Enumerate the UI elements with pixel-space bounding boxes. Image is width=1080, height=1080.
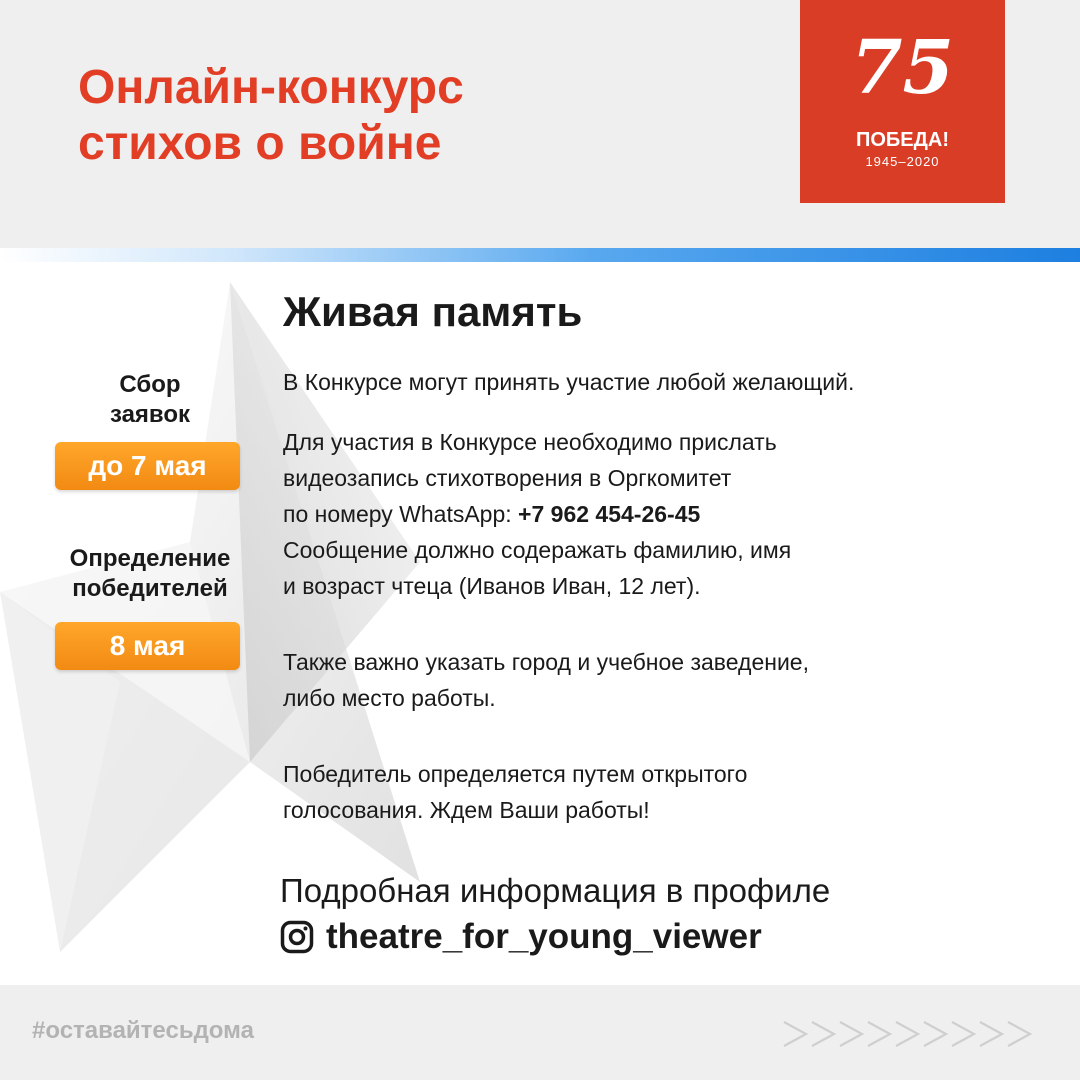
instagram-handle-row[interactable] xyxy=(280,914,762,960)
contest-title: Онлайн-конкурс стихов о войне xyxy=(78,61,464,170)
city-line-2: либо место работы. xyxy=(283,685,496,711)
winners-date-badge: 8 мая xyxy=(55,622,240,670)
how-to-line-4: Сообщение должно содеражать фамилию, имя xyxy=(283,537,792,563)
paragraph-city xyxy=(283,644,1043,716)
header-panel xyxy=(0,0,1080,248)
blue-divider-stripe xyxy=(0,248,1080,262)
hashtag-text: #оставайтесьдома xyxy=(32,1017,254,1044)
how-to-line-5: и возраст чтеца (Иванов Иван, 12 лет). xyxy=(283,573,701,599)
paragraph-winner xyxy=(283,756,1043,828)
collect-label-line1: Сбор xyxy=(119,371,181,398)
instagram-icon xyxy=(280,920,314,954)
instagram-handle[interactable]: theatre_for_young_viewer xyxy=(326,917,762,956)
collect-label-line2: заявок xyxy=(109,401,191,428)
logo-word: ПОБЕДА! xyxy=(856,129,949,151)
victory-75-logo xyxy=(800,0,1005,203)
how-to-phone-prefix: по номеру WhatsApp: xyxy=(283,501,519,527)
footer-bar xyxy=(0,985,1080,1080)
how-to-line-2: видеозапись стихотворения в Оргкомитет xyxy=(283,465,732,491)
winner-line-2: голосования. Ждем Ваши работы! xyxy=(283,797,650,823)
winners-label-line1: Определение xyxy=(69,545,231,572)
winner-line-1: Победитель определяется путем открытого xyxy=(283,761,748,787)
collect-date-badge: до 7 мая xyxy=(55,442,240,490)
city-line-1: Также важно указать город и учебное заведение, xyxy=(283,649,809,675)
paragraph-participants xyxy=(283,364,1043,400)
section-title: Живая память xyxy=(283,288,583,335)
winners-label-line2: победителей xyxy=(72,575,228,602)
how-to-line-1: Для участия в Конкурсе необходимо прислать xyxy=(283,429,777,455)
whatsapp-phone-number: +7 962 454-26-45 xyxy=(518,501,701,527)
logo-number: 75 xyxy=(851,25,954,111)
profile-info-text: Подробная информация в профиле xyxy=(280,872,831,909)
logo-years: 1945–2020 xyxy=(865,154,940,169)
paragraph-participants-text: В Конкурсе могут принять участие любой желающий. xyxy=(283,369,855,395)
chevrons-right-icon xyxy=(782,1018,1042,1050)
paragraph-how-to xyxy=(283,424,1043,604)
